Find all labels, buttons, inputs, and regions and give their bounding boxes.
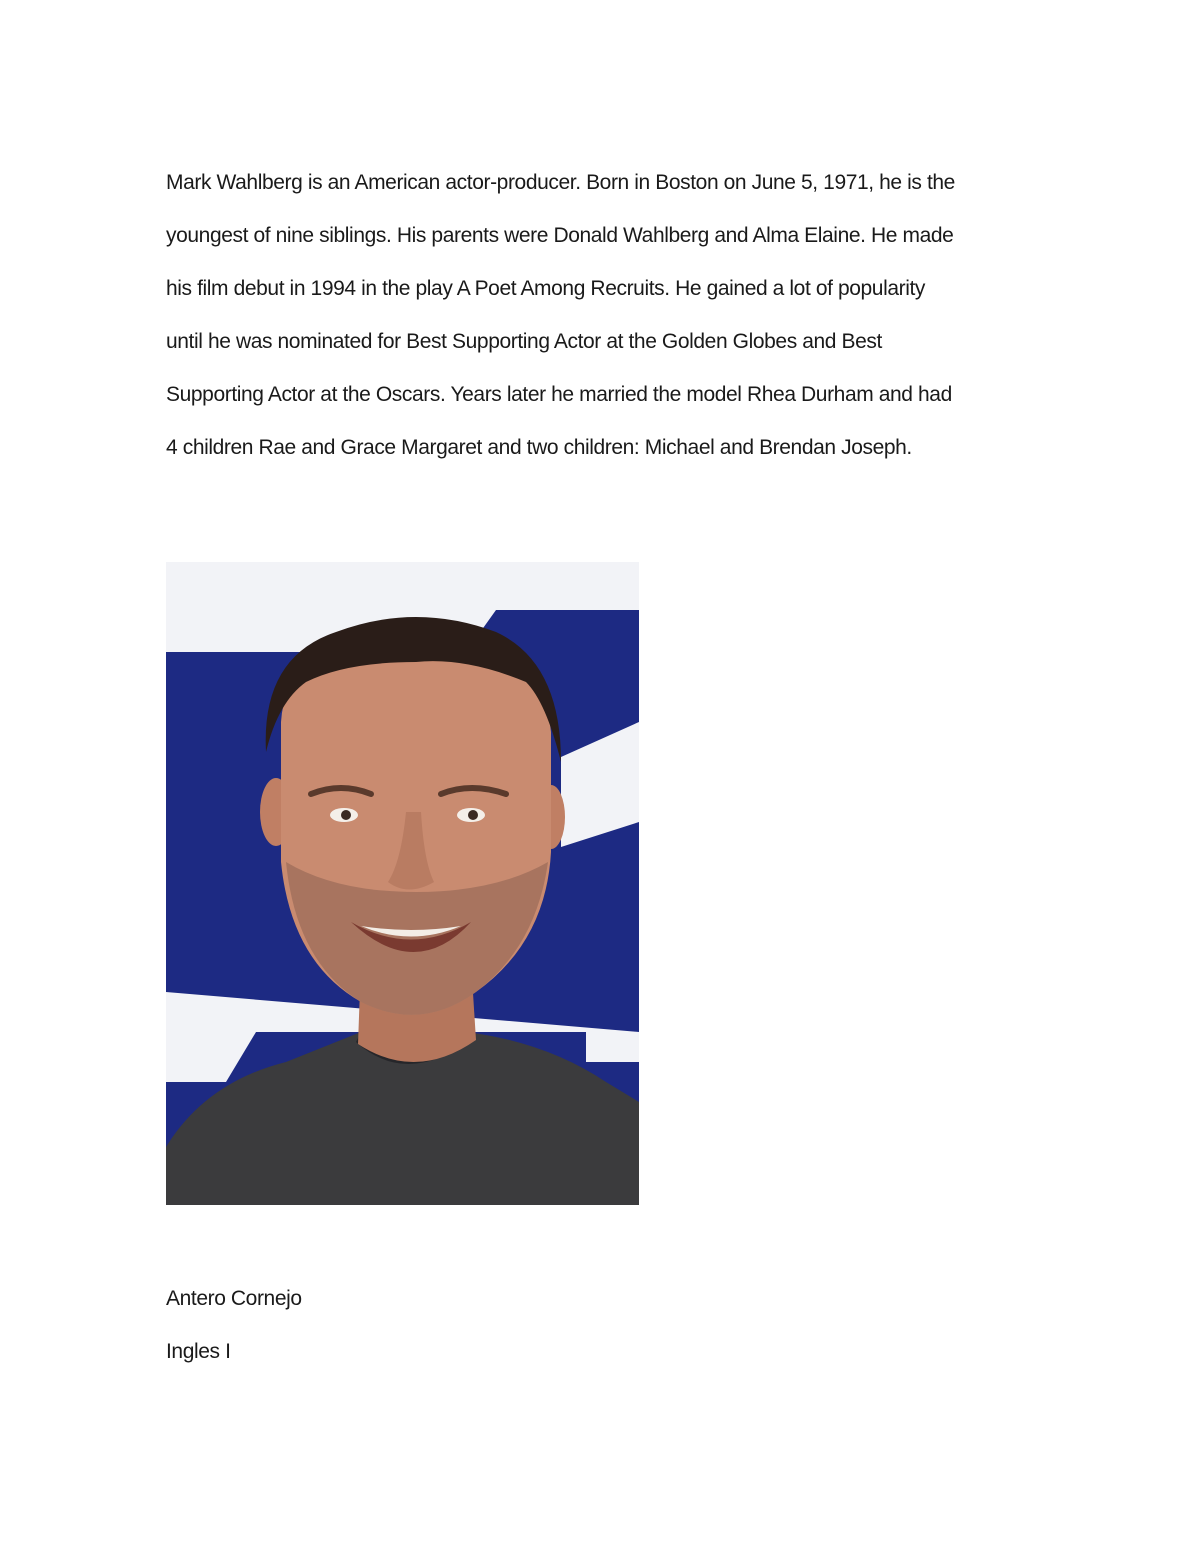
portrait-illustration [166,562,639,1205]
paragraph-line: his film debut in 1994 in the play A Poet Among Recruits. He gained a lot of popularity [166,277,926,300]
paragraph-line: Supporting Actor at the Oscars. Years later he married the model Rhea Durham and had [166,383,952,406]
paragraph-line: Mark Wahlberg is an American actor-producer. Born in Boston on June 5, 1971, he is the [166,171,955,194]
portrait-photo [166,562,639,1205]
paragraph-line: until he was nominated for Best Supporting Actor at the Golden Globes and Best [166,330,882,353]
biography-paragraph [166,156,1046,474]
author-name: Antero Cornejo [166,1287,302,1310]
paragraph-line: 4 children Rae and Grace Margaret and two children: Michael and Brendan Joseph. [166,436,912,459]
course-name: Ingles I [166,1340,231,1363]
author-block [166,1272,666,1378]
paragraph-line: youngest of nine siblings. His parents were Donald Wahlberg and Alma Elaine. He made [166,224,954,247]
